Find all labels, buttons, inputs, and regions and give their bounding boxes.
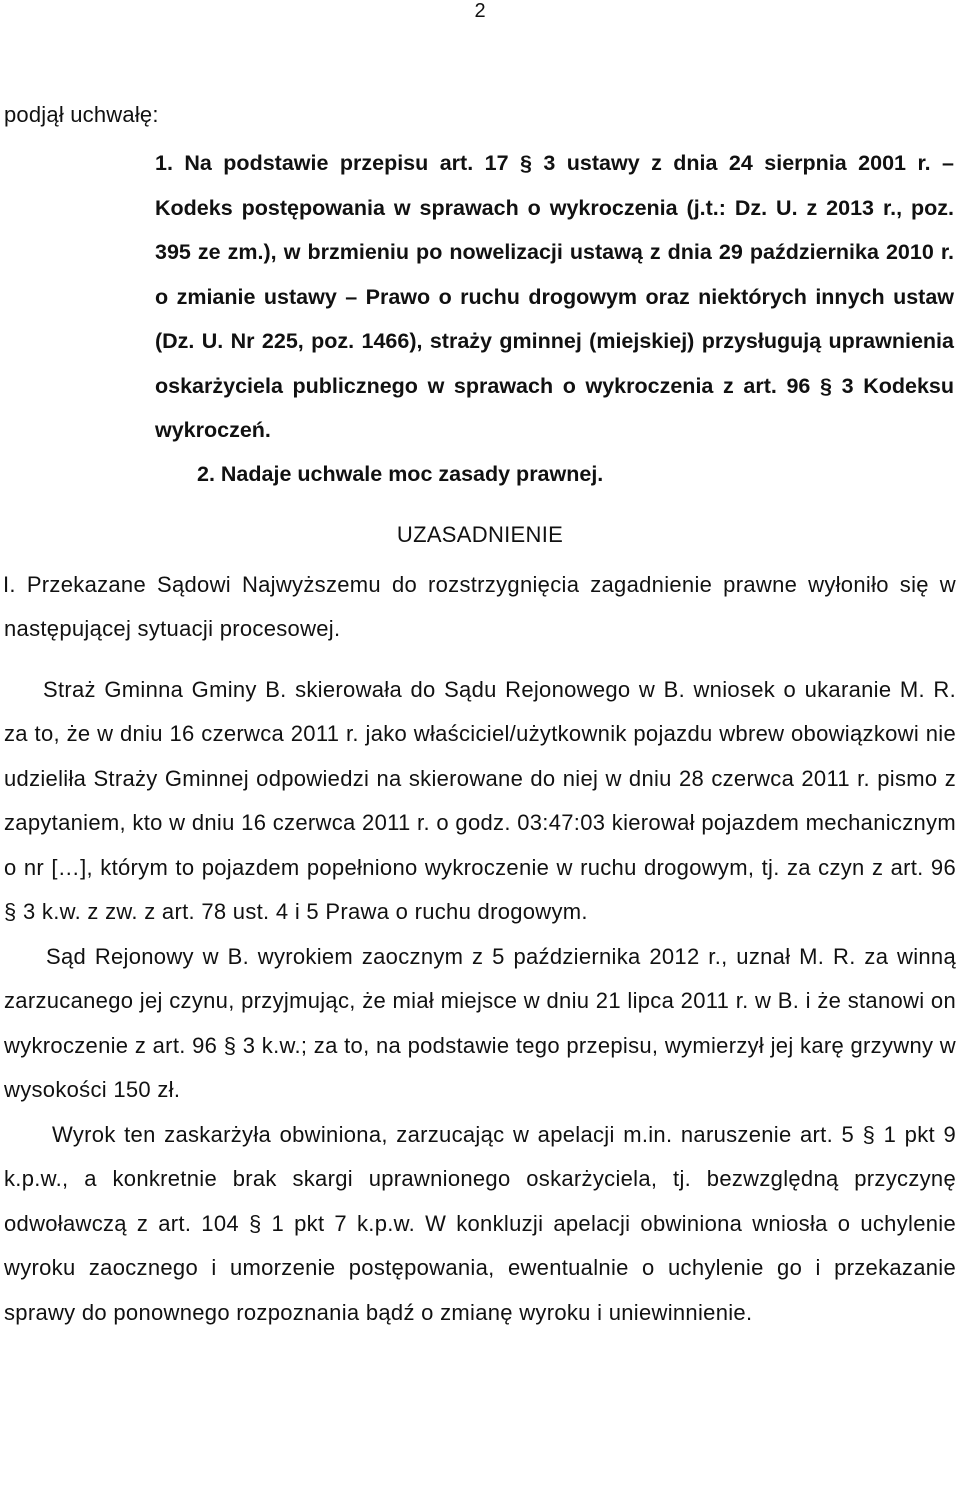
paragraph-i-text: Przekazane Sądowi Najwyższemu do rozstrzygnięcia zagadnienie prawne wyłoniło się w następującej sytuacji procesowej.: [4, 571, 956, 641]
intro-line: podjął uchwałę:: [4, 102, 159, 127]
resolution-item-1: 1. Na podstawie przepisu art. 17 § 3 ustawy z dnia 24 sierpnia 2001 r. – Kodeks postępowania w sprawach o wykroczenia (j.t.: Dz. U. z 2013 r., poz. 395 ze zm.), w brzmieniu po nowelizacji ustawą z dnia 29 października 2010 r. o zmianie ustawy – Prawo o ruchu drogowym oraz niektórych innych ustaw (Dz. U. Nr 225, poz. 1466), straży gminnej (miejskiej) przysługują uprawnienia oskarżyciela publicznego w sprawach o wykroczenia z art. 96 § 3 Kodeksu wykroczeń.: [155, 151, 954, 442]
paragraph-4: Wyrok ten zaskarżyła obwiniona, zarzucając w apelacji m.in. naruszenie art. 5 § 1 pkt 9 k.p.w., a konkretnie brak skargi uprawnionego oskarżyciela, tj. bezwzględną przyczynę odwoławczą z art. 104 § 1 pkt 7 k.p.w. W konkluzji apelacji obwiniona wniosła o uchylenie wyroku zaocznego i umorzenie postępowania, ewentualnie o uchylenie go i przekazanie sprawy do ponownego rozpoznania bądź o zmianę wyroku i uniewinnienie.: [4, 1121, 956, 1325]
paragraph-3: Sąd Rejonowy w B. wyrokiem zaocznym z 5 października 2012 r., uznał M. R. za winną zarzucanego jej czynu, przyjmując, że miał miejsce w dniu 21 lipca 2011 r. w B. i że stanowi on wykroczenie z art. 96 § 3 k.w.; za to, na podstawie tego przepisu, wymierzył jej karę grzywny w wysokości 150 zł.: [4, 943, 956, 1102]
paragraph-2: Straż Gminna Gminy B. skierowała do Sądu Rejonowego w B. wniosek o ukaranie M. R. za to, że w dniu 16 czerwca 2011 r. jako właściciel/użytkownik pojazdu wbrew obowiązkowi nie udzieliła Straży Gminnej odpowiedzi na skierowane do niej w dniu 28 czerwca 2011 r. pismo z zapytaniem, kto w dniu 16 czerwca 2011 r. o godz. 03:47:03 kierował pojazdem mechanicznym o nr […], którym to pojazdem popełniono wykroczenie w ruchu drogowym, tj. za czyn z art. 96 § 3 k.w. z zw. z art. 78 ust. 4 i 5 Prawa o ruchu drogowym.: [4, 676, 956, 924]
document-body: [4, 95, 956, 1335]
paragraph-i: [4, 563, 956, 652]
section-heading: UZASADNIENIE: [396, 521, 564, 547]
page-number: 2: [474, 0, 486, 22]
resolution-block: [4, 141, 956, 495]
paragraph-number: I.: [3, 571, 16, 597]
resolution-item-2: 2. Nadaje uchwale moc zasady prawnej.: [197, 461, 604, 486]
